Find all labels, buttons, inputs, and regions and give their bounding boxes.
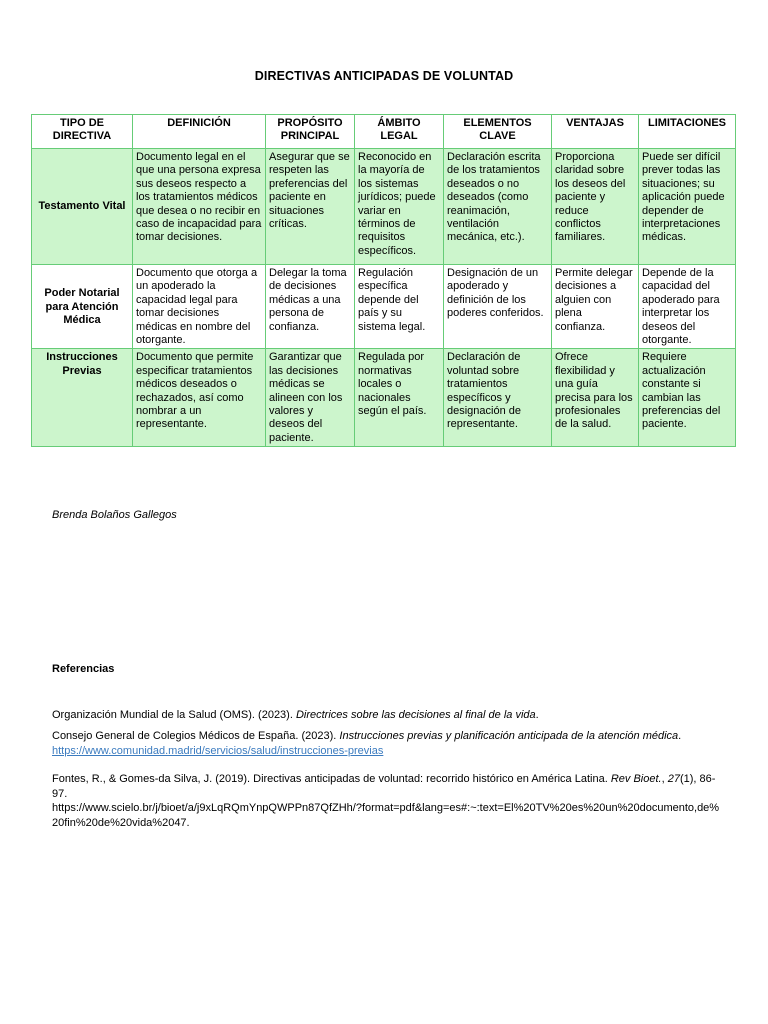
reference-text: , (661, 773, 668, 785)
reference-text: . (678, 730, 682, 742)
header-type: TIPO DE DIRECTIVA (32, 115, 133, 149)
cell-elements: Designación de un apoderado y definición de los poderes conferidos. (444, 265, 552, 349)
cell-purpose: Delegar la toma de decisiones médicas a una persona de confianza. (266, 265, 355, 349)
header-purpose: PROPÓSITO PRINCIPAL (266, 115, 355, 149)
cell-definition: Documento que permite especificar tratamientos médicos deseados o rechazados, así como nombrar a un representante. (133, 349, 266, 447)
reference-text: Fontes, R., & Gomes-da Silva, J. (2019). Directivas anticipadas de voluntad: recorrido histórico en América Latina. (52, 773, 611, 785)
table-row (32, 149, 736, 265)
reference-link[interactable]: https://www.comunidad.madrid/servicios/salud/instrucciones-previas (52, 744, 384, 757)
cell-type: Instrucciones Previas (32, 349, 133, 447)
header-legal: ÁMBITO LEGAL (355, 115, 444, 149)
table-row (32, 265, 736, 349)
cell-type: Testamento Vital (32, 149, 133, 265)
cell-legal: Reconocido en la mayoría de los sistemas jurídicos; puede variar en términos de requisitos específicos. (355, 149, 444, 265)
cell-limitations: Puede ser difícil prever todas las situaciones; su aplicación puede depender de interpretaciones médicas. (639, 149, 736, 265)
header-definition: DEFINICIÓN (133, 115, 266, 149)
cell-elements: Declaración de voluntad sobre tratamientos específicos y designación de representante. (444, 349, 552, 447)
cell-legal: Regulada por normativas locales o nacionales según el país. (355, 349, 444, 447)
reference-title: Directrices sobre las decisiones al final de la vida (295, 709, 536, 721)
cell-purpose: Garantizar que las decisiones médicas se alineen con los valores y deseos del paciente. (266, 349, 355, 447)
reference-journal: Rev Bioet. (610, 773, 662, 785)
table-header-row (32, 115, 736, 149)
table-row (32, 349, 736, 447)
reference-title: Instrucciones previas y planificación anticipada de la atención médica (339, 730, 679, 742)
reference-item (52, 708, 724, 723)
cell-limitations: Depende de la capacidad del apoderado para interpretar los deseos del otorgante. (639, 265, 736, 349)
author-name: Brenda Bolaños Gallegos (52, 509, 177, 521)
reference-text: (1), 86-97. (52, 773, 716, 800)
cell-advantages: Proporciona claridad sobre los deseos del paciente y reduce conflictos familiares. (552, 149, 639, 265)
cell-purpose: Asegurar que se respeten las preferencias del paciente en situaciones críticas. (266, 149, 355, 265)
cell-definition: Documento que otorga a un apoderado la capacidad legal para tomar decisiones médicas en nombre del otorgante. (133, 265, 266, 349)
header-advantages: VENTAJAS (552, 115, 639, 149)
reference-url: https://www.scielo.br/j/bioet/a/j9xLqRQmYnpQWPPn87QfZHh/?format=pdf&lang=es#:~:text=El%20TV%20es%20un%20documento,de%20fin%20de%20vida%2047. (52, 802, 720, 829)
reference-volume: 27 (667, 773, 680, 785)
reference-text: . (535, 709, 539, 721)
references-heading: Referencias (52, 663, 115, 675)
header-limitations: LIMITACIONES (639, 115, 736, 149)
directives-table (31, 114, 736, 447)
cell-definition: Documento legal en el que una persona expresa sus deseos respecto a los tratamientos médicos que desea o no recibir en caso de incapacidad para tomar decisiones. (133, 149, 266, 265)
reference-text: Consejo General de Colegios Médicos de España. (2023). (52, 730, 340, 742)
cell-advantages: Permite delegar decisiones a alguien con plena confianza. (552, 265, 639, 349)
cell-legal: Regulación específica depende del país y su sistema legal. (355, 265, 444, 349)
cell-advantages: Ofrece flexibilidad y una guía precisa para los profesionales de la salud. (552, 349, 639, 447)
cell-elements: Declaración escrita de los tratamientos deseados o no deseados (como reanimación, ventilación mecánica, etc.). (444, 149, 552, 265)
reference-item (52, 729, 724, 758)
cell-limitations: Requiere actualización constante si cambian las preferencias del paciente. (639, 349, 736, 447)
cell-type: Poder Notarial para Atención Médica (32, 265, 133, 349)
page-title: DIRECTIVAS ANTICIPADAS DE VOLUNTAD (254, 69, 514, 83)
header-elements: ELEMENTOS CLAVE (444, 115, 552, 149)
reference-text: Organización Mundial de la Salud (OMS). (2023). (52, 709, 296, 721)
reference-item (52, 772, 724, 830)
